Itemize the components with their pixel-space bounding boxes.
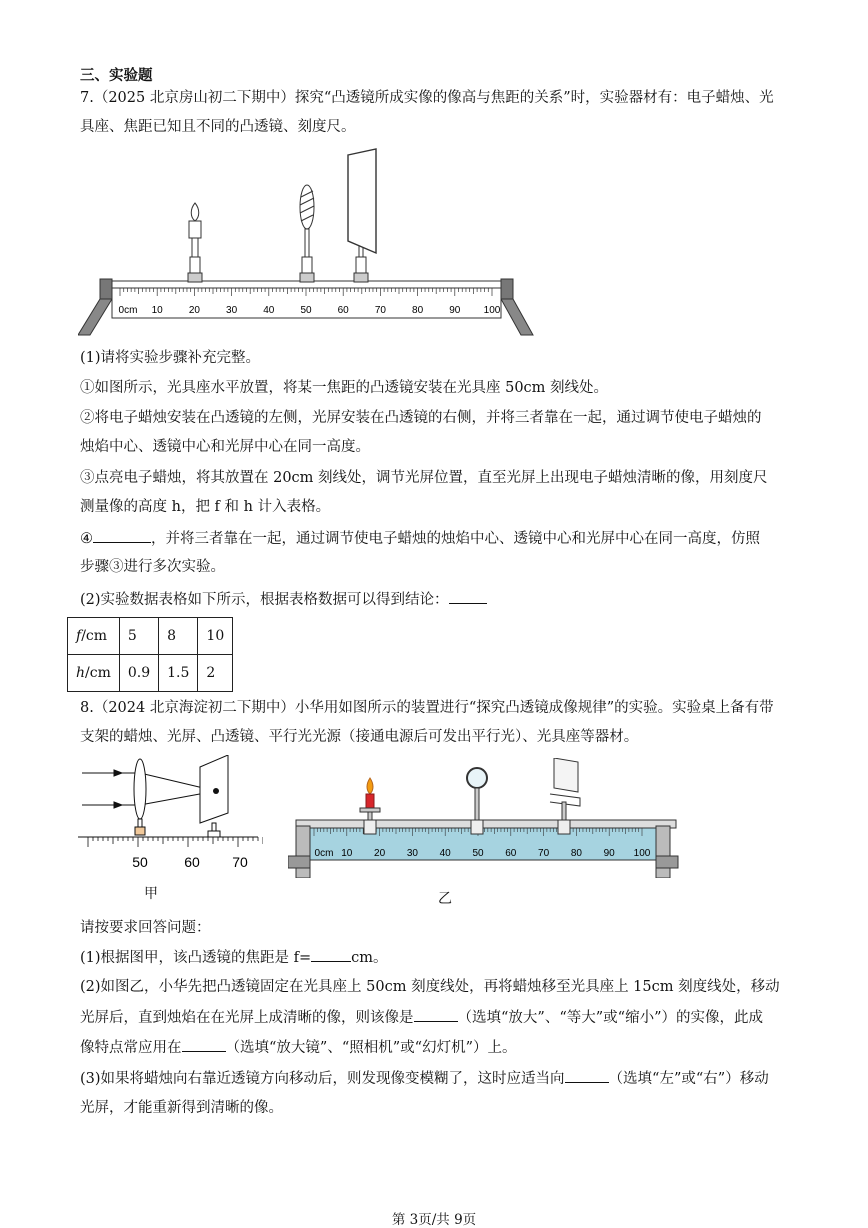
- q7-step4-line1: [80, 528, 760, 549]
- ruler-a-label: 70: [232, 854, 248, 870]
- q8-figure-a: [78, 755, 263, 880]
- ruler-label: 40: [263, 305, 275, 316]
- ruler-a-label: 50: [132, 854, 148, 870]
- ruler-label: 20: [188, 305, 200, 316]
- table-header-h: h/cm: [68, 655, 120, 692]
- q7-step4-blank[interactable]: [93, 528, 151, 543]
- q8-a3-line1: [80, 1068, 769, 1089]
- page-footer: 第 3页/共 9页: [391, 1212, 477, 1228]
- ruler-label: 30: [226, 305, 238, 316]
- figure-a-caption: 甲: [144, 886, 158, 902]
- table-row: [68, 618, 233, 655]
- q7-step3-line2: 测量像的高度 h，把 f 和 h 计入表格。: [80, 499, 331, 515]
- q8-a2-line2-suffix: （选填“放大”、“等大”或“缩小”）的实像，此成: [457, 1010, 763, 1026]
- q8-a3-line1-suffix: （选填“左”或“右”）移动: [608, 1071, 769, 1087]
- q8-intro-line2: 支架的蜡烛、光屏、凸透镜、平行光光源（接通电源后可发出平行光）、光具座等器材。: [80, 729, 639, 745]
- bench-b-right-foot: [656, 856, 678, 868]
- ruler-label: 50: [472, 848, 484, 859]
- table-cell: 10: [198, 618, 233, 655]
- q8-answer1: [80, 947, 388, 968]
- ruler-label: 0cm: [314, 848, 334, 859]
- screen-a: [200, 755, 228, 837]
- ruler-a-label: 60: [184, 854, 200, 870]
- lens-b: [467, 768, 487, 824]
- q8-figure-b: [288, 758, 680, 878]
- ruler-label: 70: [374, 305, 386, 316]
- q8-prompt: 请按要求回答问题：: [80, 920, 211, 936]
- candle-b: [360, 778, 380, 824]
- q7-intro-line2: 具座、焦距已知且不同的凸透镜、刻度尺。: [80, 119, 356, 135]
- bench-right-leg: [501, 299, 533, 335]
- ruler-label: 10: [341, 848, 353, 859]
- table-cell: 2: [198, 655, 233, 692]
- table-cell: 5: [119, 618, 158, 655]
- light-screen: [348, 149, 376, 282]
- lens-slider: [471, 820, 483, 834]
- q8-focal-length-blank[interactable]: [311, 947, 351, 962]
- ruler-label: 80: [412, 305, 424, 316]
- ruler-label: 60: [505, 848, 517, 859]
- q7-step2-line2: 烛焰中心、透镜中心和光屏中心在同一高度。: [80, 439, 370, 455]
- lens-a: [134, 759, 146, 835]
- table-cell: 8: [159, 618, 198, 655]
- section-title: 三、实验题: [80, 67, 153, 84]
- q7-intro-line1: 7.（2025 北京房山初二下期中）探究“凸透镜所成实像的像高与焦距的关系”时，实验器材有：电子蜡烛、光: [80, 90, 774, 106]
- q7-optical-bench-figure: [78, 145, 538, 340]
- q8-intro-line1: 8.（2024 北京海淀初二下期中）小华用如图所示的装置进行“探究凸透镜成像规律”的实验。实验桌上备有带: [80, 700, 774, 716]
- q8-a2-line3-suffix: （选填“放大镜”、“照相机”或“幻灯机”）上。: [225, 1040, 517, 1056]
- table-cell: 1.5: [159, 655, 198, 692]
- ruler-label: 40: [439, 848, 451, 859]
- ruler-label: 10: [151, 305, 163, 316]
- q8-a2-line2-prefix: 光屏后，直到烛焰在在光屏上成清晰的像，则该像是: [80, 1010, 414, 1026]
- q8-a1-prefix: (1)根据图甲，该凸透镜的焦距是 f=: [80, 950, 312, 966]
- table-header-f: f/cm: [68, 618, 120, 655]
- q8-image-type-blank[interactable]: [414, 1007, 458, 1022]
- q7-data-table: [67, 617, 233, 692]
- q7-conclusion-blank[interactable]: [449, 589, 487, 604]
- ruler-label: 20: [374, 848, 386, 859]
- candle-slider: [364, 820, 376, 834]
- q8-a3-line1-prefix: (3)如果将蜡烛向右靠近透镜方向移动后，则发现像变模糊了，这时应适当向: [80, 1071, 565, 1087]
- q7-step3-line1: ③点亮电子蜡烛，将其放置在 20cm 刻线处，调节光屏位置，直至光屏上出现电子蜡烛清晰的像，用刻度尺: [80, 470, 768, 486]
- ruler-label: 100: [483, 305, 501, 316]
- q7-step4-line2: 步骤③进行多次实验。: [80, 559, 225, 575]
- q7-part2: [80, 589, 487, 610]
- q8-a2-line3-prefix: 像特点常应用在: [80, 1040, 182, 1056]
- q8-direction-blank[interactable]: [565, 1068, 609, 1083]
- q8-a1-suffix: cm。: [351, 950, 388, 966]
- figure-b-caption: 乙: [438, 891, 452, 907]
- q8-a2-line3: [80, 1037, 516, 1058]
- bench-b-right-end: [656, 826, 670, 878]
- q8-a2-line1: (2)如图乙，小华先把凸透镜固定在光具座上 50cm 刻度线处，再将蜡烛移至光具座上 15cm 刻度线处，移动: [80, 979, 780, 995]
- ruler-label: 50: [300, 305, 312, 316]
- bench-right-end: [501, 279, 513, 299]
- convex-lens: [300, 185, 314, 282]
- bench-b-rail: [296, 820, 676, 828]
- q7-step1: ①如图所示，光具座水平放置，将某一焦距的凸透镜安装在光具座 50cm 刻线处。: [80, 380, 609, 396]
- q7-step4-text: ，并将三者靠在一起，通过调节使电子蜡烛的烛焰中心、透镜中心和光屏中心在同一高度，仿照: [151, 531, 760, 547]
- bench-b-left-end: [296, 826, 310, 878]
- ruler-label: 0cm: [118, 305, 138, 316]
- ruler-label: 70: [538, 848, 550, 859]
- q8-application-blank[interactable]: [182, 1037, 226, 1052]
- ruler-label: 60: [337, 305, 349, 316]
- q7-step4-marker: ④: [80, 531, 93, 547]
- q8-a2-line2: [80, 1007, 763, 1028]
- screen-b: [550, 758, 580, 824]
- ruler-label: 100: [633, 848, 651, 859]
- ruler-label: 80: [570, 848, 582, 859]
- parallel-light-rays: [82, 770, 216, 808]
- q7-step2-line1: ②将电子蜡烛安装在凸透镜的左侧，光屏安装在凸透镜的右侧，并将三者靠在一起，通过调节使电子蜡烛的: [80, 410, 762, 426]
- ruler-label: 90: [603, 848, 615, 859]
- table-cell: 0.9: [119, 655, 158, 692]
- q7-part2-text: (2)实验数据表格如下所示，根据表格数据可以得到结论：: [80, 592, 449, 608]
- bench-b-left-foot: [288, 856, 310, 868]
- bench-left-end: [100, 279, 112, 299]
- bench-left-leg: [78, 299, 112, 335]
- ruler-label: 30: [406, 848, 418, 859]
- ruler-a-ticks: [88, 837, 263, 847]
- q7-part1: (1)请将实验步骤补充完整。: [80, 350, 261, 366]
- electronic-candle: [188, 203, 202, 282]
- table-row: [68, 655, 233, 692]
- screen-slider: [558, 820, 570, 834]
- ruler-label: 90: [449, 305, 461, 316]
- q8-a3-line2: 光屏，才能重新得到清晰的像。: [80, 1100, 283, 1116]
